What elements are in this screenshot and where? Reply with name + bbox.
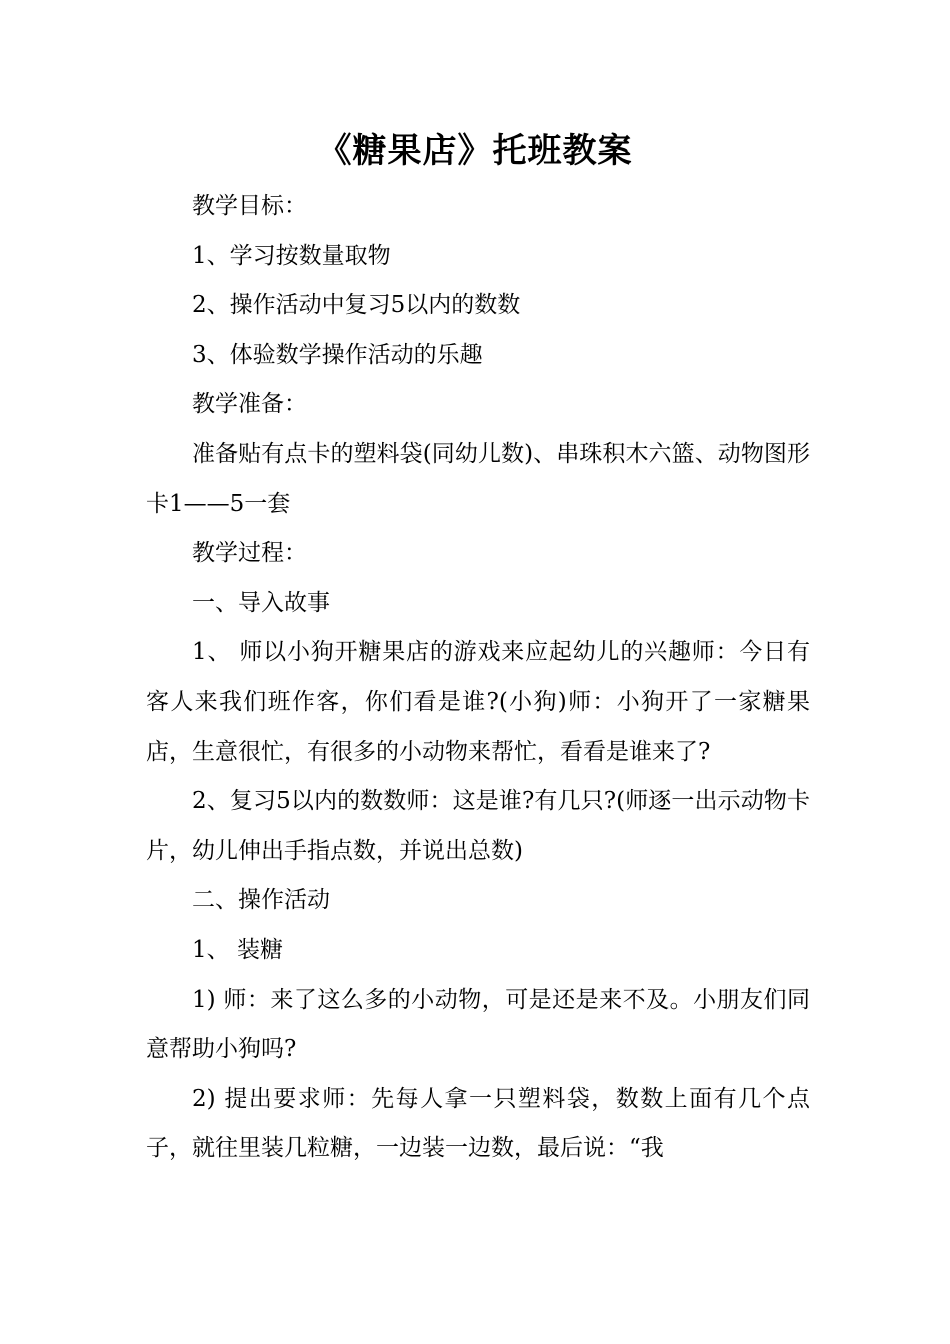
paragraph-preparation-heading: 教学准备：: [192, 391, 307, 418]
paragraph-goal-2: 2、操作活动中复习5以内的数数: [192, 292, 521, 319]
paragraph-section-2-step-1: 1、 装糖: [192, 936, 283, 963]
paragraph-section-1-step-1: 1、 师以小狗开糖果店的游戏来应起幼儿的兴趣师：今日有客人来我们班作客，你们看是谁?(小狗)师：小狗开了一家糖果店，生意很忙，有很多的小动物来帮忙，看看是谁来了?: [146, 639, 810, 765]
paragraph-goal-3: 3、体验数学操作活动的乐趣: [192, 341, 483, 368]
paragraph-teaching-goals-heading: 教学目标：: [192, 193, 307, 219]
document-body: [146, 182, 810, 1174]
paragraph-preparation: 准备贴有点卡的塑料袋(同幼儿数)、串珠积木六篮、动物图形卡1——5一套: [146, 440, 810, 517]
paragraph-section-2-heading: 二、操作活动: [192, 887, 330, 914]
document-title: 《糖果店》托班教案: [317, 131, 633, 171]
paragraph-section-2-substep-2: 2) 提出要求师：先每人拿一只塑料袋，数数上面有几个点子，就往里装几粒糖，一边装一边数，最后说：“我: [146, 1085, 810, 1162]
paragraph-section-1-step-2: 2、复习5以内的数数师：这是谁?有几只?(师逐一出示动物卡片，幼儿伸出手指点数，并说出总数): [146, 788, 810, 864]
paragraph-section-1-heading: 一、导入故事: [192, 589, 330, 616]
paragraph-goal-1: 1、学习按数量取物: [192, 242, 391, 269]
paragraph-section-2-substep-1: 1) 师：来了这么多的小动物，可是还是来不及。小朋友们同意帮助小狗吗?: [146, 986, 810, 1063]
paragraph-process-heading: 教学过程：: [192, 540, 307, 567]
